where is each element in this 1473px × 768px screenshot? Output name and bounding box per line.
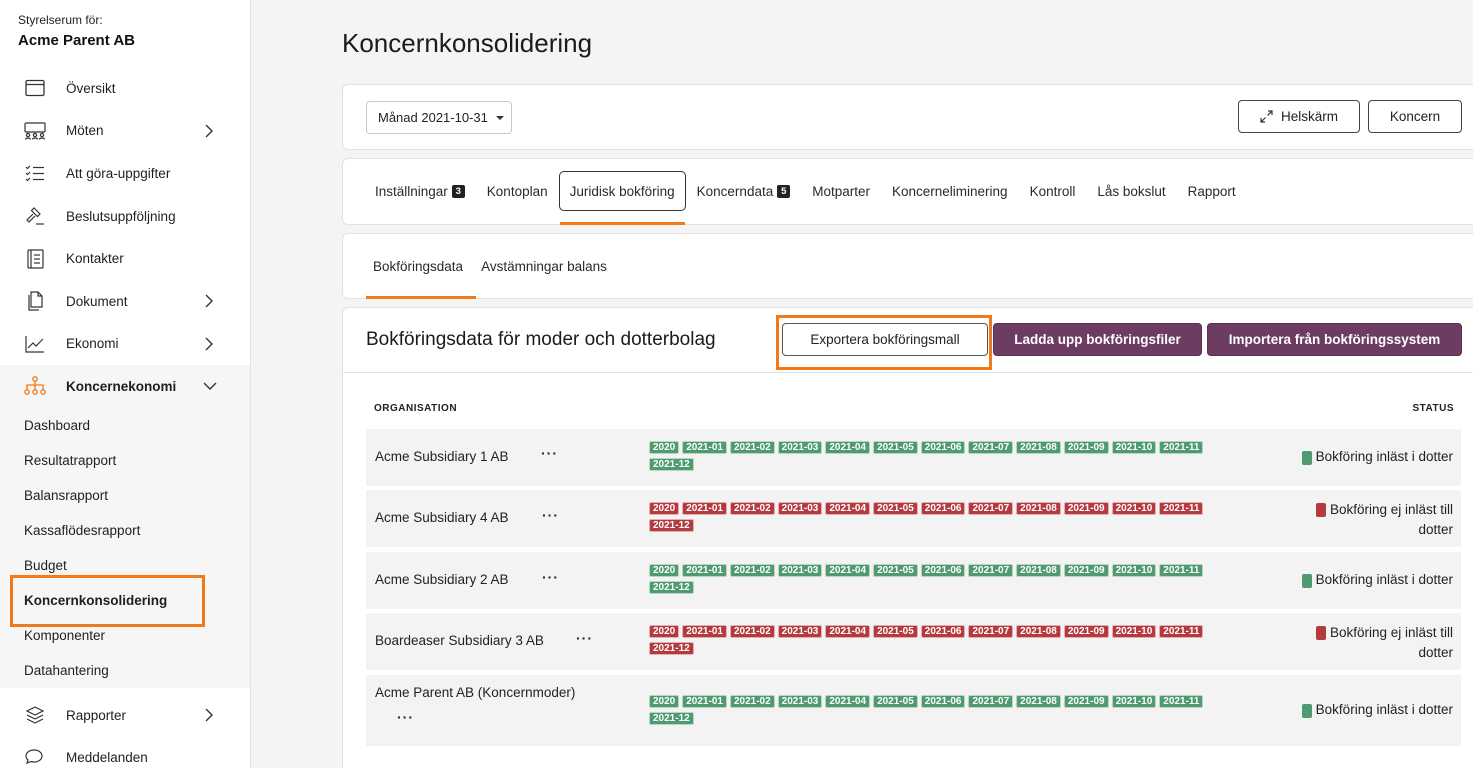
main-tabs [364, 171, 1247, 211]
sidebar-item-ekonomi[interactable] [0, 323, 250, 366]
tab-kontroll[interactable] [1019, 171, 1087, 211]
column-header-status: STATUS [1412, 403, 1454, 414]
period-chip: 2021-10 [1112, 695, 1157, 708]
fullscreen-button[interactable] [1238, 100, 1360, 133]
period-chip: 2021-12 [649, 458, 694, 471]
period-chip: 2021-04 [825, 441, 870, 454]
sidebar-item-dokument[interactable] [0, 280, 250, 323]
tab-label: Rapport [1187, 183, 1236, 199]
period-chip: 2021-08 [1016, 441, 1061, 454]
tab-label: Juridisk bokföring [569, 183, 675, 199]
subtab-label: Bokföringsdata [373, 258, 464, 274]
tab-label: Kontoplan [486, 183, 548, 199]
period-chip: 2021-06 [921, 502, 966, 515]
brand-title: Acme Parent AB [18, 32, 135, 49]
contacts-book-icon [24, 248, 46, 270]
status-indicator [1302, 451, 1312, 465]
chevron-right-icon [204, 337, 214, 351]
period-chip: 2021-02 [730, 441, 775, 454]
period-chip: 2021-06 [921, 441, 966, 454]
tab-label: Koncerndata [696, 183, 774, 199]
organisation-name: Acme Parent AB (Koncernmoder) [375, 685, 576, 700]
status-text-line: dotter [1418, 645, 1453, 660]
line-chart-icon [24, 333, 46, 355]
period-chip: 2021-12 [649, 712, 694, 725]
period-chip: 2021-03 [778, 441, 823, 454]
period-chip: 2021-02 [730, 564, 775, 577]
sidebar-item-label: Att göra-uppgifter [66, 165, 171, 181]
period-chip: 2021-08 [1016, 502, 1061, 515]
highlight-box-koncernkonsolidering [10, 575, 205, 627]
brand-subtitle: Styrelserum för: [18, 13, 103, 27]
table-row [366, 613, 1461, 670]
org-tree-icon [24, 375, 46, 397]
sidebar-item-meddelanden[interactable] [0, 736, 250, 768]
tab-label: Kontroll [1029, 183, 1076, 199]
period-chip: 2021-01 [682, 441, 727, 454]
row-actions-icon[interactable]: ··· [541, 445, 558, 461]
tab-motparter[interactable] [801, 171, 881, 211]
gavel-icon [24, 205, 46, 227]
period-chip: 2021-11 [1159, 695, 1203, 708]
period-chip: 2021-12 [649, 581, 694, 594]
period-chip: 2021-05 [873, 564, 918, 577]
subnav-item-komponenter[interactable]: Komponenter [24, 627, 106, 643]
subnav-item-budget[interactable]: Budget [24, 557, 67, 573]
row-actions-icon[interactable]: ··· [542, 569, 559, 585]
period-chip: 2021-02 [730, 502, 775, 515]
period-chip: 2021-10 [1112, 625, 1157, 638]
period-chip: 2020 [649, 695, 679, 708]
tab-label: Inställningar [375, 183, 448, 199]
sidebar [0, 0, 251, 768]
period-chip: 2021-03 [778, 625, 823, 638]
active-subtab-indicator [366, 296, 476, 299]
period-chip: 2020 [649, 441, 679, 454]
period-chip: 2021-11 [1159, 441, 1203, 454]
count-badge: 3 [452, 185, 465, 198]
expand-icon [1260, 110, 1273, 123]
page-title: Koncernkonsolidering [342, 28, 593, 58]
period-chip: 2020 [649, 502, 679, 515]
sidebar-item-kontakter[interactable] [0, 237, 250, 280]
sidebar-item-label: Rapporter [66, 707, 127, 723]
export-label: Exportera bokföringsmall [810, 332, 960, 347]
period-chips [649, 695, 1249, 725]
status-text-line: Bokföring ej inläst till [1329, 502, 1453, 517]
period-chips [649, 502, 1249, 532]
period-chip: 2021-02 [730, 625, 775, 638]
period-chip: 2021-10 [1112, 502, 1157, 515]
organisation-name: Acme Subsidiary 2 AB [375, 572, 509, 587]
koncern-label: Koncern [1389, 109, 1441, 124]
sidebar-nav [0, 67, 250, 768]
tabs-card [342, 158, 1473, 225]
status-cell [1302, 449, 1453, 465]
status-indicator [1316, 503, 1326, 517]
column-header-organisation: ORGANISATION [374, 403, 458, 414]
table-row [366, 429, 1461, 486]
tab-label: Koncerneliminering [892, 183, 1008, 199]
tab-las-bokslut[interactable] [1086, 171, 1176, 211]
period-chip: 2021-01 [682, 625, 727, 638]
period-chip: 2021-05 [873, 695, 918, 708]
tab-rapport[interactable] [1177, 171, 1247, 211]
period-chip: 2021-01 [682, 502, 727, 515]
sidebar-item-moten[interactable] [0, 110, 250, 153]
bokforingsdata-card [342, 307, 1473, 768]
tab-juridisk-bokforing[interactable] [559, 171, 686, 211]
upload-label: Ladda upp bokföringsfiler [1014, 332, 1181, 347]
tab-label: Lås bokslut [1097, 183, 1166, 199]
period-chip: 2021-08 [1016, 695, 1061, 708]
status-text: Bokföring inläst i dotter [1315, 702, 1453, 717]
period-chip: 2021-08 [1016, 625, 1061, 638]
period-chip: 2021-03 [778, 564, 823, 577]
calendar-icon [24, 77, 46, 99]
period-chip: 2021-09 [1064, 441, 1109, 454]
upload-files-button[interactable] [993, 323, 1202, 356]
import-label: Importera från bokföringssystem [1228, 332, 1441, 347]
subtab-label: Avstämningar balans [481, 258, 607, 274]
row-actions-icon[interactable]: ··· [576, 630, 593, 646]
period-chip: 2021-11 [1159, 625, 1203, 638]
period-chip: 2021-03 [778, 502, 823, 515]
sidebar-item-label: Kontakter [66, 251, 124, 267]
period-chip: 2021-10 [1112, 441, 1157, 454]
period-chip: 2021-05 [873, 625, 918, 638]
sidebar-item-label: Möten [66, 123, 104, 139]
period-chip: 2021-04 [825, 502, 870, 515]
status-cell [1316, 623, 1453, 663]
period-chip: 2021-05 [873, 441, 918, 454]
period-chips [649, 625, 1249, 655]
layers-icon [24, 704, 46, 726]
period-chip: 2020 [649, 625, 679, 638]
chevron-down-icon [203, 381, 217, 391]
period-select-value: Månad 2021-10-31 [378, 110, 488, 125]
period-chip: 2021-10 [1112, 564, 1157, 577]
period-chip: 2021-07 [968, 502, 1013, 515]
tab-koncerneliminering[interactable] [881, 171, 1019, 211]
period-chip: 2021-04 [825, 625, 870, 638]
period-chip: 2021-09 [1064, 564, 1109, 577]
period-chip: 2021-11 [1159, 564, 1203, 577]
sidebar-item-label: Ekonomi [66, 336, 119, 352]
active-tab-indicator [560, 222, 685, 225]
sidebar-item-koncernekonomi[interactable] [0, 365, 250, 408]
sidebar-item-label: Beslutsuppföljning [66, 208, 176, 224]
count-badge: 5 [777, 185, 790, 198]
period-chip: 2021-04 [825, 564, 870, 577]
status-text [1330, 623, 1453, 663]
subnav-item-kassaflodesrapport[interactable]: Kassaflödesrapport [24, 522, 141, 538]
period-chip: 2021-07 [968, 695, 1013, 708]
status-text: Bokföring inläst i dotter [1315, 449, 1453, 464]
status-text: Bokföring inläst i dotter [1315, 572, 1453, 587]
checklist-icon [24, 162, 46, 184]
section-title: Bokföringsdata för moder och dotterbolag [366, 329, 716, 350]
period-chip: 2021-08 [1016, 564, 1061, 577]
chevron-right-icon [204, 294, 214, 308]
period-chip: 2021-06 [921, 695, 966, 708]
period-chip: 2021-01 [682, 695, 727, 708]
documents-icon [24, 290, 46, 312]
subtab-bokforingsdata[interactable] [364, 250, 472, 282]
sidebar-item-label: Meddelanden [66, 750, 148, 766]
period-chip: 2021-07 [968, 564, 1013, 577]
tab-kontoplan[interactable] [476, 171, 559, 211]
period-chip: 2021-01 [682, 564, 727, 577]
period-chips [649, 564, 1249, 594]
table-row [366, 490, 1461, 547]
status-cell [1302, 702, 1453, 718]
highlight-box-export [776, 315, 992, 370]
row-actions-icon[interactable]: ··· [397, 709, 414, 725]
subnav-item-balansrapport[interactable]: Balansrapport [24, 487, 109, 503]
status-text-line: dotter [1418, 522, 1453, 537]
subnav-item-datahantering[interactable]: Datahantering [24, 662, 109, 678]
status-cell [1302, 572, 1453, 588]
subtabs-card [342, 233, 1473, 299]
status-text [1330, 500, 1453, 540]
period-chip: 2021-06 [921, 625, 966, 638]
tab-label: Motparter [812, 183, 870, 199]
sub-tabs [364, 250, 616, 282]
period-chip: 2021-07 [968, 441, 1013, 454]
period-chip: 2021-02 [730, 695, 775, 708]
period-select[interactable] [366, 101, 512, 134]
period-chip: 2021-06 [921, 564, 966, 577]
organisation-name: Acme Subsidiary 1 AB [375, 449, 509, 464]
tab-installningar[interactable] [364, 171, 476, 211]
sidebar-item-label: Översikt [66, 80, 116, 96]
period-chip: 2021-03 [778, 695, 823, 708]
subnav-item-dashboard[interactable]: Dashboard [24, 417, 91, 433]
subnav-item-koncernkonsolidering[interactable]: Koncernkonsolidering [24, 592, 168, 608]
fullscreen-label: Helskärm [1280, 109, 1338, 124]
status-indicator [1316, 626, 1326, 640]
toolbar-card [342, 84, 1473, 150]
period-chip: 2021-07 [968, 625, 1013, 638]
caret-down-icon [496, 116, 504, 120]
organisation-name: Acme Subsidiary 4 AB [375, 510, 509, 525]
period-chips [649, 441, 1249, 471]
period-chip: 2021-09 [1064, 695, 1109, 708]
chevron-right-icon [204, 124, 214, 138]
period-chip: 2021-11 [1159, 502, 1203, 515]
sidebar-item-oversikt[interactable] [0, 67, 250, 110]
koncernekonomi-subnav [0, 408, 250, 688]
import-system-button[interactable] [1207, 323, 1462, 356]
main-content [251, 0, 1473, 768]
sidebar-item-beslutsuppfoljning[interactable] [0, 195, 250, 238]
status-indicator [1302, 574, 1312, 588]
organisation-name: Boardeaser Subsidiary 3 AB [375, 633, 544, 648]
period-chip: 2021-05 [873, 502, 918, 515]
sidebar-item-label: Koncernekonomi [66, 378, 177, 394]
chevron-right-icon [204, 708, 214, 722]
period-chip: 2020 [649, 564, 679, 577]
sidebar-item-rapporter[interactable] [0, 694, 250, 737]
table-row [366, 675, 1461, 746]
koncern-button[interactable] [1368, 100, 1462, 133]
meeting-icon [24, 120, 46, 142]
sidebar-item-label: Dokument [66, 293, 128, 309]
chat-icon [24, 747, 46, 768]
table-row [366, 552, 1461, 609]
subtab-avstamningar-balans[interactable] [472, 250, 616, 282]
tab-koncerndata[interactable] [686, 171, 802, 211]
status-cell [1316, 500, 1453, 540]
period-chip: 2021-04 [825, 695, 870, 708]
period-chip: 2021-09 [1064, 625, 1109, 638]
period-chip: 2021-12 [649, 642, 694, 655]
row-actions-icon[interactable]: ··· [542, 507, 559, 523]
status-indicator [1302, 704, 1312, 718]
subnav-item-resultatrapport[interactable]: Resultatrapport [24, 452, 117, 468]
period-chip: 2021-09 [1064, 502, 1109, 515]
status-text-line: Bokföring ej inläst till [1329, 625, 1453, 640]
period-chip: 2021-12 [649, 519, 694, 532]
divider [343, 372, 1473, 373]
sidebar-item-att-gora[interactable] [0, 152, 250, 195]
